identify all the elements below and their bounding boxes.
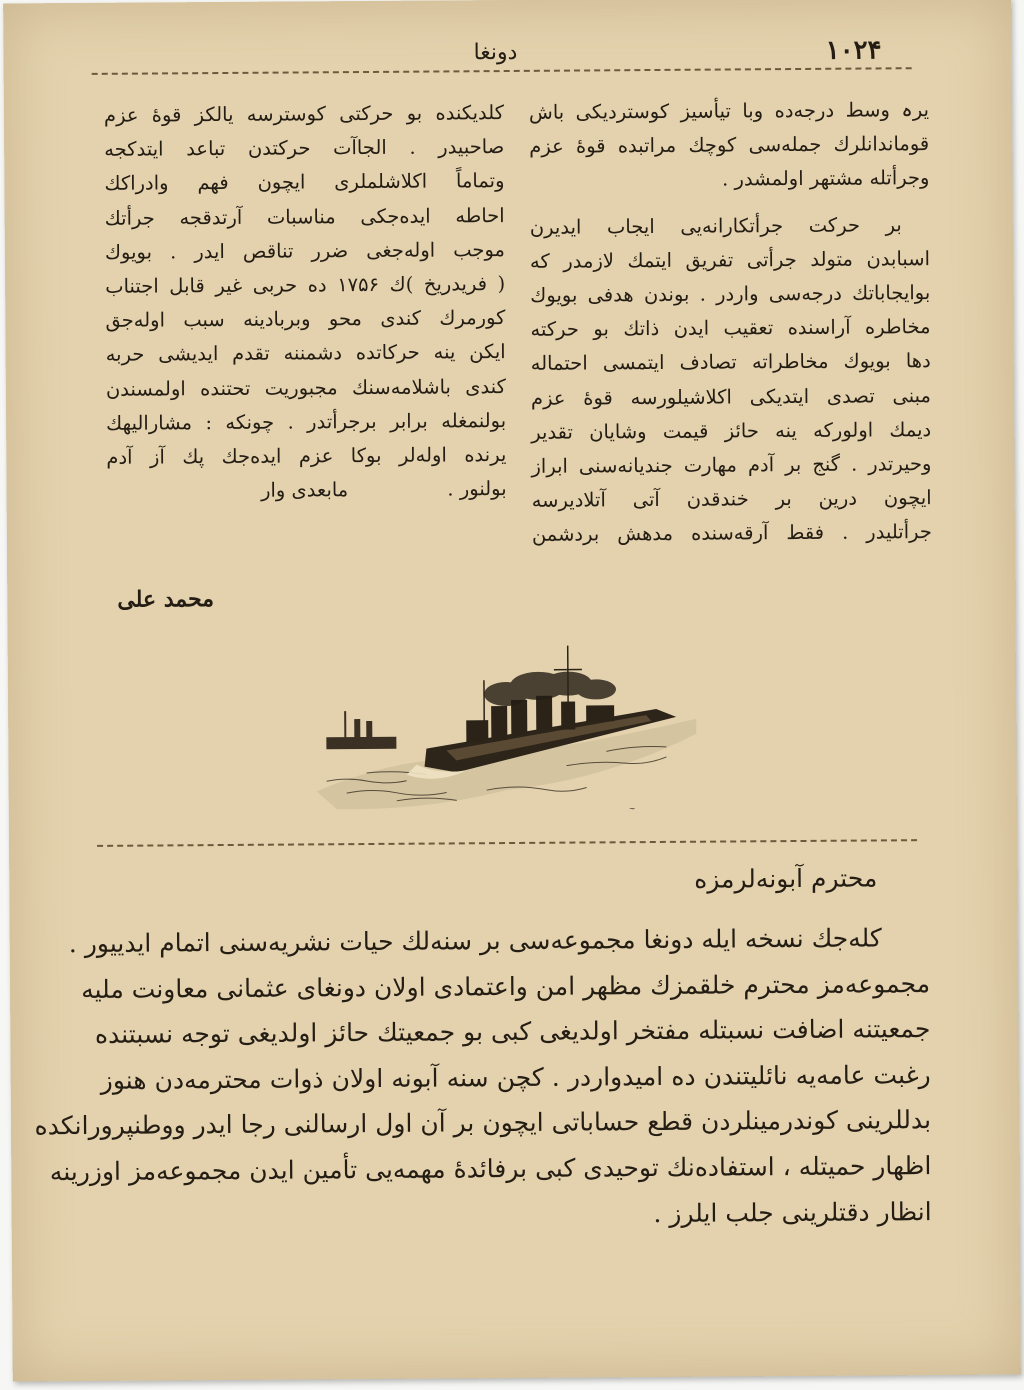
engraver-mark: ~ xyxy=(628,804,636,814)
text-line: کندی باشلامەسنك مجبوریت تحتندە اولمسندن xyxy=(105,374,506,401)
text-line: مخاطرە آراسندە تعقیب ایدن ذاتك بو حرکتە xyxy=(530,315,931,342)
notice-line: انظار دقتلرینی جلب ایلرز . xyxy=(653,1196,932,1228)
text-line: وحیرتدر . گنج بر آدم مهارت جندیانەسنی ابراز xyxy=(531,452,932,478)
text-line: وجرأتلە مشتهر اولمشدر . xyxy=(722,166,930,191)
page-number: ۱۰۲۴ xyxy=(825,35,882,66)
text-line: بولنور . مابعدی وار xyxy=(260,477,507,502)
text-line: یرہ وسط درجەدە وبا تیأسیز کوستردیکی باش xyxy=(528,98,930,124)
warship-engraving xyxy=(306,639,707,822)
notice-line: بدللرینی کوندرمینلردن قطع حساباتی ایچون بر آن اول ارسالنی رجا ایدر ووطنپرورانكدە xyxy=(34,1105,932,1141)
section-rule xyxy=(97,839,917,847)
text-line: قوماندانلرك جملەسی کوچك مراتبدە قوۀ عزم xyxy=(529,132,930,159)
notice-line: مجموعەمز محترم خلقمزك مظهر امن واعتمادی اولان دونغای عثمانی معاونت ملیە xyxy=(81,968,931,1004)
text-line: جرأتلیدر . فقط آرقەسندە مدهش بردشمن xyxy=(531,520,932,547)
notice-line: رغبت عامەیە نائلیتندن دە امیدواردر . کچن سنە آبونە اولان ذوات محترمەدن هنوز xyxy=(100,1059,931,1095)
left-column xyxy=(104,96,507,509)
text-line: ایچون درین بر خندقدن آتی آتلادیرسە xyxy=(531,486,932,513)
text-line: کورمرك کندی محو وبربادینە سبب اولەجق xyxy=(105,306,506,333)
text-line: بولنمغلە برابر برجرأتدر . چونکە : مشارالیهك xyxy=(106,408,507,435)
running-title: دونغا xyxy=(473,39,518,66)
magazine-page xyxy=(3,0,1021,1382)
text-line: کلدیکندە بو حرکتی کوسترسە یالکز قوۀ عزم xyxy=(103,101,505,127)
subscriber-notice xyxy=(34,915,932,1240)
text-line: احاطە ایدەجکی مناسبات آرتدقجە جرأتك xyxy=(104,203,505,230)
text-line: دها بویوك مخاطراتە تصادف ایتمسی احتمالە xyxy=(530,349,931,376)
text-line: وتماماً اکلاشلملری ایچون فهم وادراکك xyxy=(104,169,505,196)
text-line: دیمك اولورکە ینە حائز قیمت وشایان تقدیر xyxy=(531,417,932,444)
text-line: صاحبیدر . الجاآت حرکتدن تباعد ایتدکجە xyxy=(104,135,505,162)
text-line: بر حرکت جرأتکارانەیی ایجاب ایدیرن xyxy=(529,212,902,239)
notice-line: کلەجك نسخە ایلە دونغا مجموعەسی بر سنەلك حیات نشریەسنی اتمام ایدییور . xyxy=(68,923,882,959)
author-signature: محمد علی xyxy=(117,586,215,613)
text-line: بوایجاباتك درجەسی واردر . بوندن هدفی بویوك xyxy=(530,281,931,307)
notice-line: اظهار حمیتلە ، استفادەنك توحیدی کبی برفائدۀ مهمەیی تأمین ایدن مجموعەمز اوزرینە xyxy=(49,1151,932,1187)
notice-line: جمعیتنە اضافت نسبتلە مفتخر اولدیغی کبی بو جمعیتك حائز اولدیغی توجە نسبتندە xyxy=(94,1014,931,1050)
text-line: یرندە اولەلر بوکا عزم ایدەجك پك آز آدم xyxy=(106,443,507,469)
header-rule xyxy=(92,67,912,75)
text-line: اسبابدن متولد جرأتی تفریق ایتمك لازمدر کە xyxy=(529,246,931,273)
text-line: ایکن ینە حرکاتدە دشمننە تقدم ایدیشی حربە xyxy=(105,340,506,367)
text-line: ( فریدریخ )ك ۱۷۵۶ دە حربی غیر قابل اجتناب xyxy=(105,272,506,298)
text-line: موجب اولەجغی ضرر تناقص ایدر . بویوك xyxy=(104,237,506,264)
notice-heading: محترم آبونەلرمزە xyxy=(694,863,878,894)
right-column xyxy=(529,93,932,552)
text-line: مبنی تصدی ایتدیکی اکلاشیلورسە قوۀ عزم xyxy=(530,383,932,410)
